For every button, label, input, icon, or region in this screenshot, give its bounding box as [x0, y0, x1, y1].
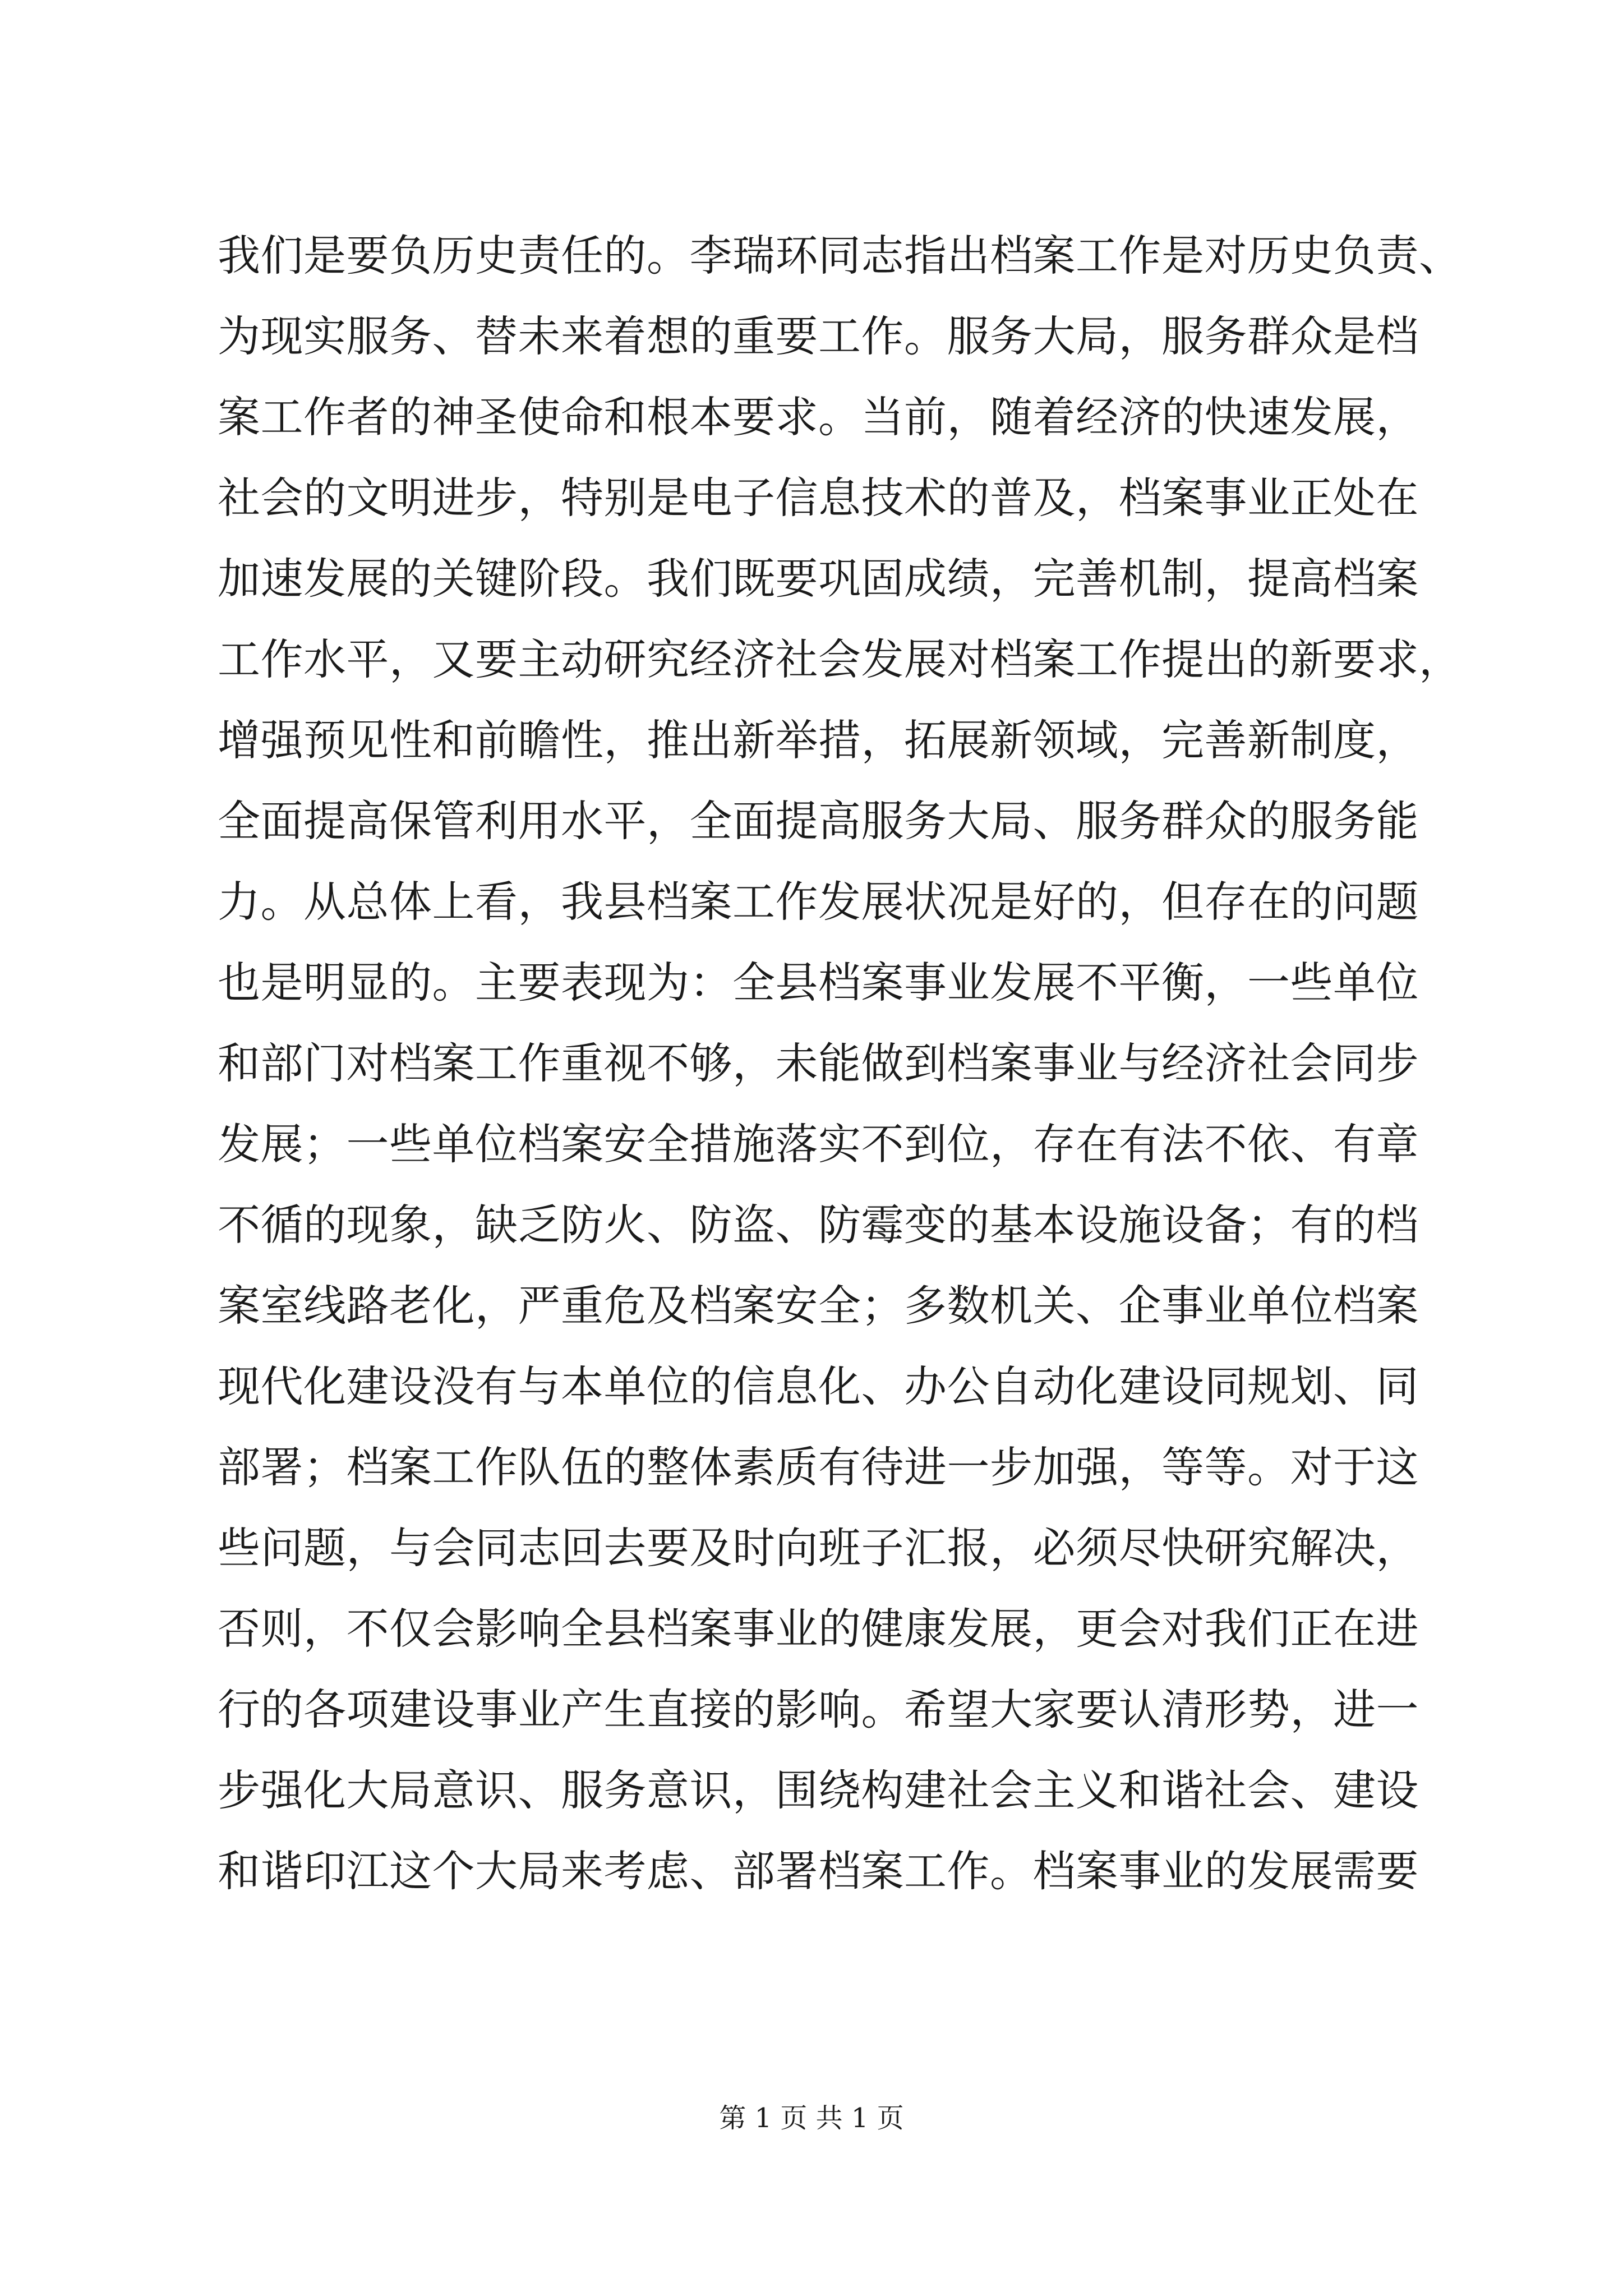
text-line: 部署；档案工作队伍的整体素质有待进一步加强，等等。对于这	[218, 1442, 1419, 1492]
text-line: 为现实服务、替未来着想的重要工作。服务大局，服务群众是档	[218, 311, 1419, 361]
text-line: 案室线路老化，严重危及档案安全；多数机关、企事业单位档案	[218, 1281, 1419, 1331]
text-line: 和部门对档案工作重视不够，未能做到档案事业与经济社会同步	[218, 1038, 1419, 1088]
text-line: 社会的文明进步，特别是电子信息技术的普及，档案事业正处在	[218, 473, 1419, 523]
text-line: 否则，不仅会影响全县档案事业的健康发展，更会对我们正在进	[218, 1604, 1419, 1654]
text-line: 现代化建设没有与本单位的信息化、办公自动化建设同规划、同	[218, 1361, 1419, 1411]
text-line: 力。从总体上看，我县档案工作发展状况是好的，但存在的问题	[218, 877, 1419, 927]
text-line: 些问题，与会同志回去要及时向班子汇报，必须尽快研究解决，	[218, 1523, 1419, 1573]
text-line: 发展；一些单位档案安全措施落实不到位，存在有法不依、有章	[218, 1119, 1419, 1169]
text-line: 不循的现象，缺乏防火、防盗、防霉变的基本设施设备；有的档	[218, 1200, 1419, 1250]
text-line: 增强预见性和前瞻性，推出新举措，拓展新领域，完善新制度，	[218, 715, 1419, 765]
text-line: 行的各项建设事业产生直接的影响。希望大家要认清形势，进一	[218, 1685, 1419, 1734]
text-line: 加速发展的关键阶段。我们既要巩固成绩，完善机制，提高档案	[218, 554, 1419, 604]
text-line: 也是明显的。主要表现为：全县档案事业发展不平衡，一些单位	[218, 958, 1419, 1007]
text-line: 工作水平，又要主动研究经济社会发展对档案工作提出的新要求，	[218, 634, 1462, 684]
text-line: 案工作者的神圣使命和根本要求。当前，随着经济的快速发展，	[218, 392, 1419, 442]
text-line: 步强化大局意识、服务意识，围绕构建社会主义和谐社会、建设	[218, 1765, 1419, 1815]
text-line: 我们是要负历史责任的。李瑞环同志指出档案工作是对历史负责、	[218, 231, 1462, 280]
text-line: 全面提高保管利用水平，全面提高服务大局、服务群众的服务能	[218, 796, 1419, 846]
text-line: 和谐印江这个大局来考虑、部署档案工作。档案事业的发展需要	[218, 1846, 1419, 1896]
page-number-footer: 第 1 页 共 1 页	[719, 2102, 904, 2134]
body-text	[218, 215, 1474, 1912]
